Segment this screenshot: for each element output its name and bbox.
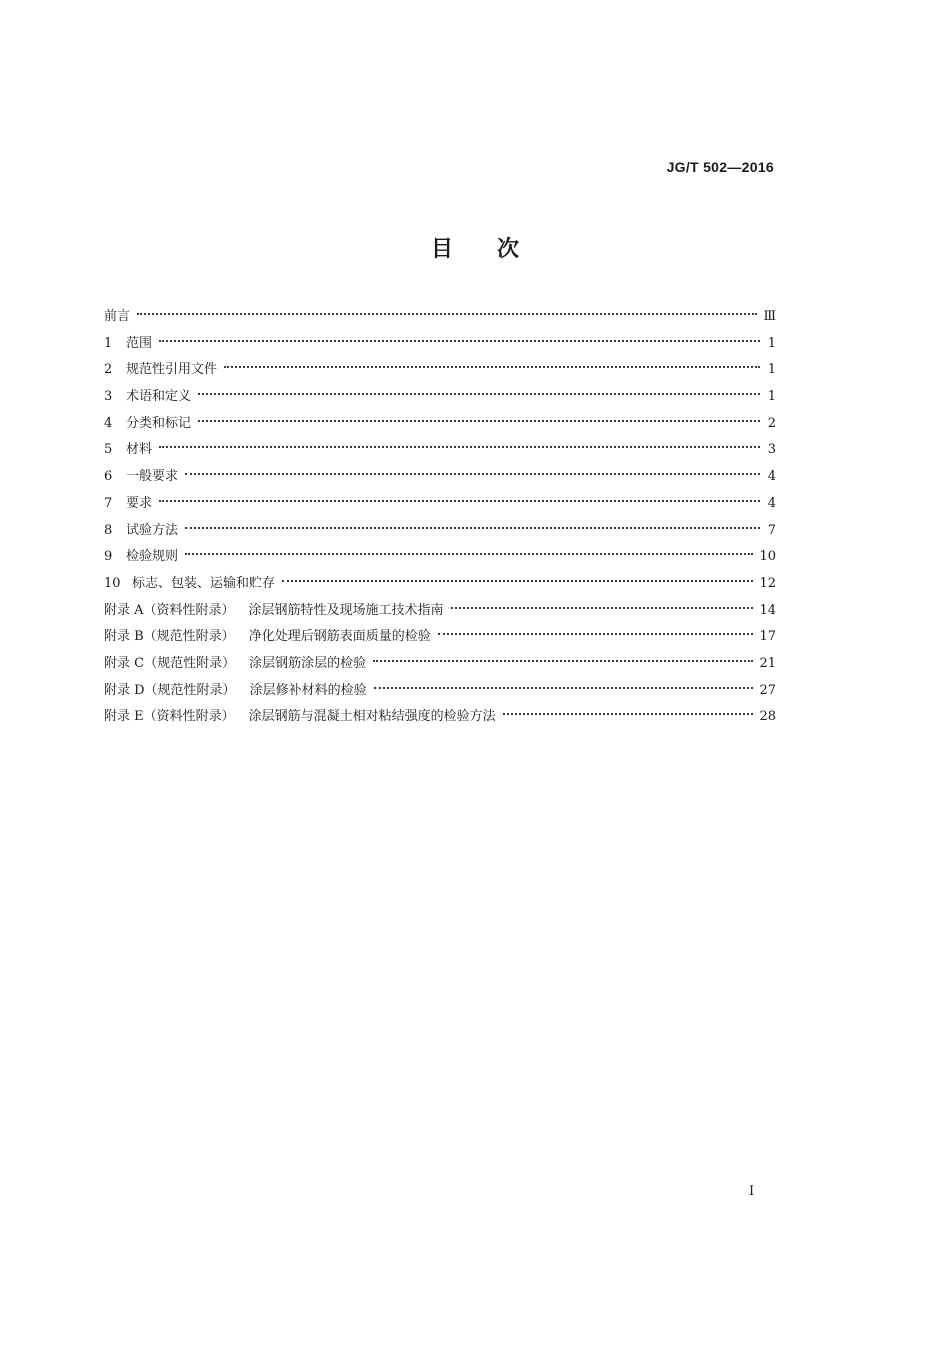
toc-dot-leader <box>185 553 753 555</box>
toc-entry-label: 涂层钢筋特性及现场施工技术指南 <box>248 602 444 618</box>
toc-entry[interactable] <box>104 304 776 331</box>
toc-dot-leader <box>373 660 753 662</box>
toc-entry[interactable] <box>104 357 776 384</box>
toc-entry-label: 规范性引用文件 <box>126 362 218 378</box>
page-number: I <box>749 1184 755 1199</box>
toc-dot-leader <box>159 446 760 448</box>
toc-entry-label: 涂层钢筋涂层的检验 <box>249 655 367 671</box>
toc-entry-label: 一般要求 <box>126 469 179 485</box>
toc-entry-number: 3 <box>104 389 113 405</box>
toc-entry-page: 21 <box>759 655 776 671</box>
toc-dot-leader <box>451 607 754 609</box>
toc-entry-annex-prefix: 附录 E（资料性附录） <box>104 709 235 725</box>
toc-entry[interactable] <box>104 598 776 625</box>
toc-entry[interactable] <box>104 571 776 598</box>
toc-entry-label: 分类和标记 <box>126 415 192 431</box>
toc-entry[interactable] <box>104 411 776 438</box>
toc-entry-label: 术语和定义 <box>126 389 192 405</box>
standard-code: JG/T 502—2016 <box>666 159 774 175</box>
toc-dot-leader <box>137 313 757 315</box>
toc-dot-leader <box>198 420 760 422</box>
toc-dot-leader <box>159 500 760 502</box>
toc-entry-page: 28 <box>759 709 776 725</box>
toc-dot-leader <box>224 366 760 368</box>
toc-entry-page: 17 <box>759 629 776 645</box>
toc-entry-page: 12 <box>759 575 776 591</box>
toc-entry[interactable] <box>104 464 776 491</box>
toc-entry-number: 5 <box>104 442 113 458</box>
toc-dot-leader <box>438 633 754 635</box>
toc-entry[interactable] <box>104 331 776 358</box>
toc-entry-annex-prefix: 附录 C（规范性附录） <box>104 655 236 671</box>
toc-dot-leader <box>198 393 760 395</box>
toc-entry-label: 净化处理后钢筋表面质量的检验 <box>248 629 431 645</box>
toc-entry-annex-prefix: 附录 A（资料性附录） <box>104 602 235 618</box>
toc-entry-label: 范围 <box>126 335 153 351</box>
toc-entry-page: 10 <box>759 549 776 565</box>
page-title: 目次 <box>430 237 563 262</box>
toc-entry-number: 4 <box>104 415 113 431</box>
toc-dot-leader <box>185 527 760 529</box>
toc-entry-page: 14 <box>759 602 776 618</box>
toc-entry-number: 10 <box>104 575 121 591</box>
toc-entry[interactable] <box>104 651 776 678</box>
toc-entry-page: 1 <box>767 335 776 351</box>
toc-entry-page: 1 <box>767 389 776 405</box>
toc-entry-label: 检验规则 <box>126 549 179 565</box>
toc-entry-label: 试验方法 <box>126 522 179 538</box>
toc-entry-page: 27 <box>759 682 776 698</box>
toc-entry-label: 要求 <box>126 495 153 511</box>
toc-dot-leader <box>159 340 760 342</box>
toc-entry-page: 3 <box>767 442 776 458</box>
table-of-contents <box>104 304 776 731</box>
toc-entry-page: 4 <box>767 469 776 485</box>
toc-entry-number: 2 <box>104 362 113 378</box>
toc-entry-annex-prefix: 附录 D（规范性附录） <box>104 682 236 698</box>
toc-entry[interactable] <box>104 704 776 731</box>
toc-dot-leader <box>185 473 760 475</box>
toc-entry[interactable] <box>104 384 776 411</box>
toc-entry-label: 材料 <box>126 442 153 458</box>
toc-entry[interactable] <box>104 518 776 545</box>
toc-dot-leader <box>282 580 753 582</box>
toc-entry-page: 7 <box>767 522 776 538</box>
toc-entry-page: 2 <box>767 415 776 431</box>
toc-entry-label: 前言 <box>104 309 131 324</box>
toc-entry-number: 8 <box>104 522 113 538</box>
toc-entry-annex-prefix: 附录 B（规范性附录） <box>104 629 235 645</box>
toc-entry[interactable] <box>104 491 776 518</box>
toc-entry-label: 涂层钢筋与混凝土相对粘结强度的检验方法 <box>248 709 496 725</box>
toc-entry[interactable] <box>104 437 776 464</box>
toc-entry-label: 涂层修补材料的检验 <box>249 682 367 698</box>
toc-entry-number: 9 <box>104 549 113 565</box>
toc-entry[interactable] <box>104 544 776 571</box>
toc-dot-leader <box>503 713 754 715</box>
toc-entry-number: 7 <box>104 495 113 511</box>
toc-entry-label: 标志、包装、运输和贮存 <box>132 575 276 591</box>
toc-entry[interactable] <box>104 624 776 651</box>
toc-dot-leader <box>374 687 754 689</box>
toc-entry[interactable] <box>104 678 776 705</box>
toc-entry-page: 1 <box>767 362 776 378</box>
toc-entry-page: 4 <box>767 495 776 511</box>
toc-entry-page: Ⅲ <box>763 309 776 324</box>
toc-entry-number: 1 <box>104 335 113 351</box>
toc-entry-number: 6 <box>104 469 113 485</box>
